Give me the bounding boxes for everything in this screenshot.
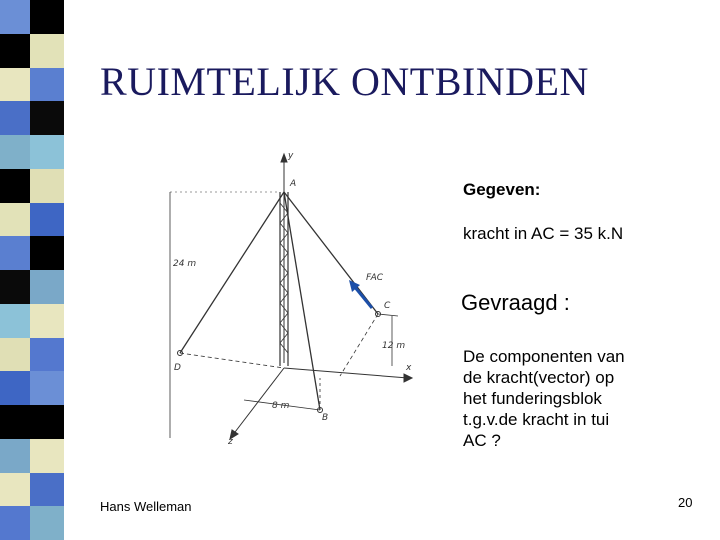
cable-AD	[180, 192, 284, 353]
slide-title: RUIMTELIJK ONTBINDEN	[100, 59, 589, 104]
decorative-color-strip	[0, 0, 64, 540]
strip-band	[0, 203, 64, 237]
strip-band	[0, 338, 64, 372]
point-label-D: D	[174, 363, 181, 373]
strip-band	[0, 473, 64, 507]
strip-band	[0, 135, 64, 169]
dim-label-24m: 24 m	[173, 259, 197, 269]
strip-band	[0, 439, 64, 473]
d-projection	[180, 353, 284, 368]
strip-band	[0, 169, 64, 203]
force-arrow	[349, 280, 372, 308]
c-projection	[340, 314, 378, 376]
axis-label-y: y	[288, 151, 294, 161]
strip-band	[0, 371, 64, 405]
strip-band	[0, 68, 64, 102]
dim-label-12m: 12 m	[382, 341, 406, 351]
axis-label-x: x	[406, 363, 412, 373]
x-axis	[284, 368, 408, 378]
y-axis-arrow	[281, 154, 287, 162]
dim-label-8m: 8 m	[272, 401, 290, 411]
footer-author: Hans Welleman	[100, 499, 192, 514]
asked-heading: Gevraagd :	[461, 290, 570, 315]
strip-band	[0, 304, 64, 338]
strip-band	[0, 270, 64, 304]
cable-AB	[284, 192, 320, 410]
axis-label-z: z	[228, 437, 233, 447]
page-number: 20	[678, 495, 693, 510]
strip-band	[0, 101, 64, 135]
diagram-svg	[160, 148, 422, 448]
spatial-diagram	[160, 148, 422, 448]
force-label: FAC	[366, 273, 384, 283]
strip-band	[0, 405, 64, 439]
given-heading: Gegeven:	[463, 180, 541, 199]
asked-line: t.g.v.de kracht in tui	[463, 410, 610, 429]
given-text: kracht in AC = 35 k.N	[463, 224, 624, 243]
asked-line: het funderingsblok	[463, 389, 602, 408]
c-dim-ext	[378, 314, 398, 316]
x-axis-arrow	[404, 374, 412, 382]
strip-band	[0, 0, 64, 34]
point-label-B: B	[322, 413, 329, 423]
point-label-C: C	[384, 301, 391, 311]
asked-line: AC ?	[463, 431, 501, 450]
strip-band	[0, 506, 64, 540]
point-label-A: A	[290, 179, 297, 189]
strip-band	[0, 34, 64, 68]
asked-text	[463, 346, 713, 451]
asked-line: De componenten van	[463, 347, 625, 366]
strip-band	[0, 236, 64, 270]
asked-line: de kracht(vector) op	[463, 368, 615, 387]
cable-AC	[284, 192, 378, 314]
